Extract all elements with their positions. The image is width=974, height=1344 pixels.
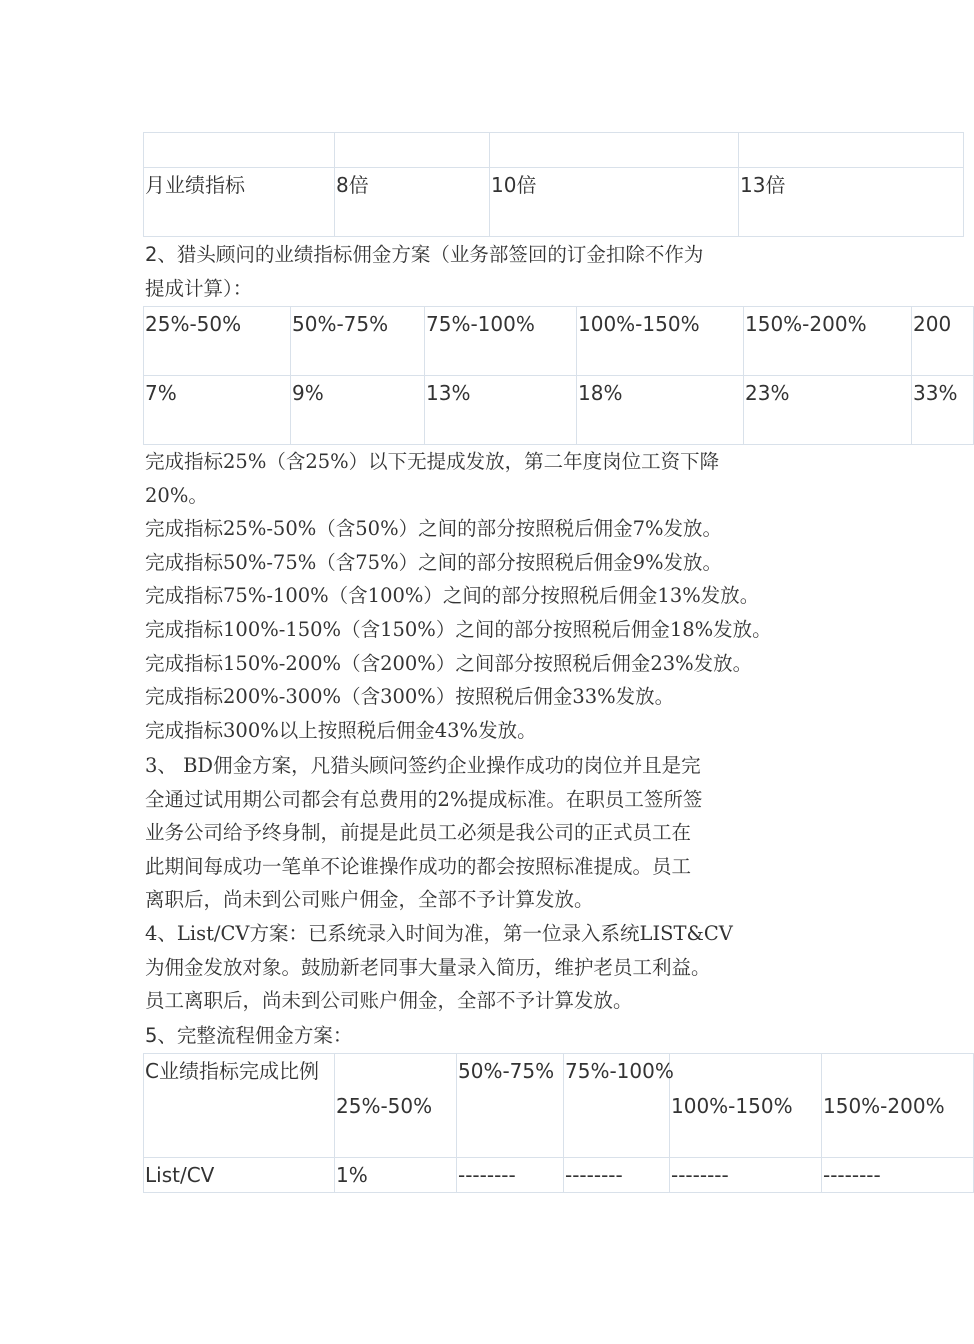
table-header-cell: 75%-100% [564, 1054, 670, 1158]
rule-line: 完成指标150%-200%（含200%）之间部分按照税后佣金23%发放。 [145, 651, 753, 675]
paragraph-line: 此期间每成功一笔单不论谁操作成功的都会按照标准提成。员工 [145, 854, 692, 878]
table-cell: 10倍 [490, 168, 739, 237]
section-2-heading [145, 238, 703, 305]
table-cell: 13% [425, 376, 577, 445]
table-cell [144, 133, 335, 168]
table-cell: 200 [912, 307, 974, 376]
table-row [144, 1158, 974, 1193]
table-cell: 13倍 [739, 168, 964, 237]
heading-line: 2、猎头顾问的业绩指标佣金方案（业务部签回的订金扣除不作为 [145, 243, 704, 266]
table-cell [490, 133, 739, 168]
table-cell: -------- [457, 1158, 564, 1193]
table-cell: List/CV [144, 1158, 335, 1193]
table-cell: 100%-150% [577, 307, 744, 376]
table-cell: 33% [912, 376, 974, 445]
paragraph-line: 员工离职后，尚未到公司账户佣金，全部不予计算发放。 [145, 989, 633, 1013]
table-cell [335, 133, 490, 168]
table-cell: -------- [564, 1158, 670, 1193]
table-header-cell: C业绩指标完成比例 [144, 1054, 335, 1158]
table-header-cell: 50%-75% [457, 1054, 564, 1158]
paragraph-line: 离职后，尚未到公司账户佣金，全部不予计算发放。 [145, 888, 594, 912]
paragraph-line: 3、 BD佣金方案，凡猎头顾问签约企业操作成功的岗位并且是完 [145, 754, 701, 777]
table-cell: 1% [335, 1158, 457, 1193]
table-cell: 75%-100% [425, 307, 577, 376]
table-cell: 25%-50% [144, 307, 291, 376]
table-cell: 9% [291, 376, 425, 445]
table-cell: 8倍 [335, 168, 490, 237]
commission-rules [145, 445, 772, 747]
performance-target-table [143, 132, 964, 237]
table-row [144, 168, 964, 237]
section-4-list-cv [145, 917, 733, 1018]
paragraph-line: 为佣金发放对象。鼓励新老同事大量录入简历，维护老员工利益。 [145, 955, 711, 979]
table-cell: -------- [822, 1158, 974, 1193]
table-cell: 7% [144, 376, 291, 445]
table-cell: 18% [577, 376, 744, 445]
table-row [144, 1054, 974, 1158]
rule-line: 完成指标200%-300%（含300%）按照税后佣金33%发放。 [145, 685, 675, 709]
rule-line: 完成指标25%-50%（含50%）之间的部分按照税后佣金7%发放。 [145, 517, 723, 541]
table-cell: 150%-200% [744, 307, 912, 376]
section-5-heading: 5、完整流程佣金方案： [145, 1024, 353, 1047]
rule-line: 完成指标75%-100%（含100%）之间的部分按照税后佣金13%发放。 [145, 584, 760, 608]
table-header-cell: 150%-200% [822, 1054, 974, 1158]
table-cell: -------- [670, 1158, 822, 1193]
rule-line: 完成指标25%（含25%）以下无提成发放，第二年度岗位工资下降 [145, 450, 720, 473]
commission-tier-table [143, 306, 974, 445]
full-process-commission-table [143, 1053, 974, 1193]
table-row [144, 376, 974, 445]
table-cell: 50%-75% [291, 307, 425, 376]
table-header-cell: 100%-150% [670, 1054, 822, 1158]
rule-line: 20%。 [145, 483, 208, 507]
table-cell [739, 133, 964, 168]
heading-line: 提成计算）： [145, 276, 253, 300]
rule-line: 完成指标300%以上按照税后佣金43%发放。 [145, 718, 537, 742]
paragraph-line: 全通过试用期公司都会有总费用的2%提成标准。在职员工签所签 [145, 787, 703, 811]
table-row [144, 307, 974, 376]
table-row [144, 133, 964, 168]
section-3-bd-commission [145, 749, 702, 917]
table-cell: 23% [744, 376, 912, 445]
paragraph-line: 4、List/CV方案：已系统录入时间为准，第一位录入系统LIST&CV [145, 922, 733, 945]
rule-line: 完成指标100%-150%（含150%）之间的部分按照税后佣金18%发放。 [145, 617, 772, 641]
table-cell: 月业绩指标 [144, 168, 335, 237]
paragraph-line: 业务公司给予终身制，前提是此员工必须是我公司的正式员工在 [145, 821, 692, 845]
table-header-cell: 25%-50% [335, 1054, 457, 1158]
rule-line: 完成指标50%-75%（含75%）之间的部分按照税后佣金9%发放。 [145, 550, 723, 574]
